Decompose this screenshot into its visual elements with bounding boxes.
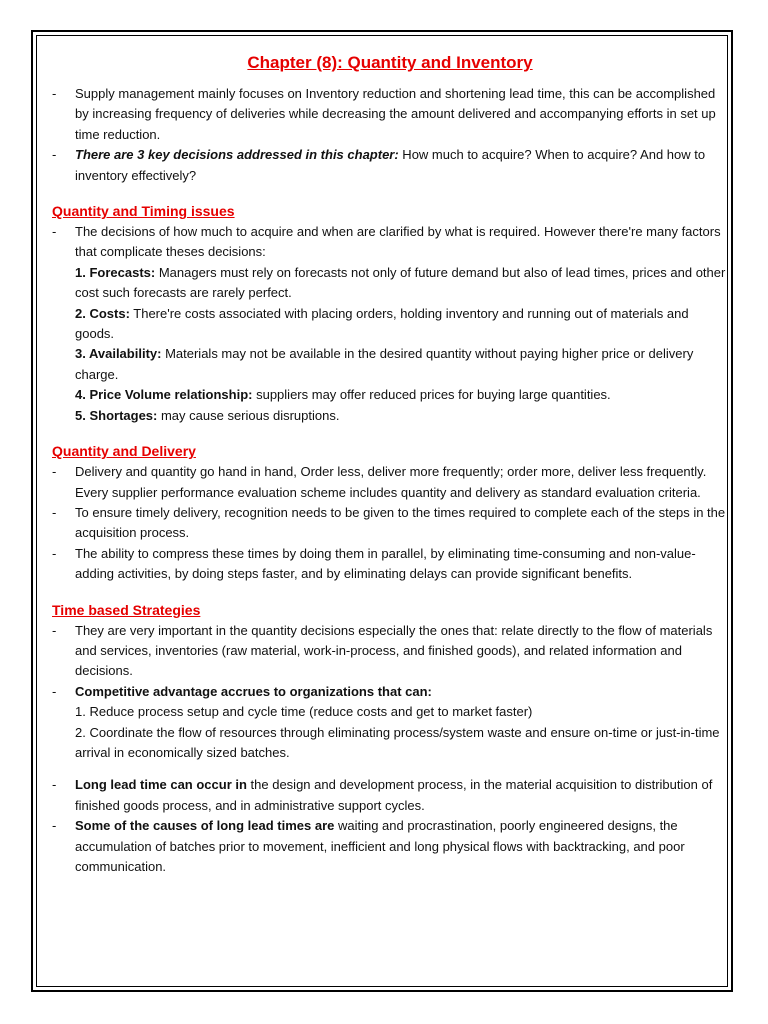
section-heading: Time based Strategies <box>52 601 201 618</box>
bullet-text: The ability to compress these times by doing them in parallel, by eliminating time-consuming and non-value-adding activities, by doing steps faster, and by eliminating delays can provide significant benefits. <box>75 545 696 582</box>
bullet-dash: - <box>52 86 57 101</box>
bullet-dash: - <box>52 147 57 163</box>
bullet-text: Supply management mainly focuses on Inventory reduction and shortening lead time, this can be accomplished by increasing frequency of deliveries while decreasing the amount delivered and accompanying efforts in set up time reduction. <box>75 86 716 142</box>
bullet-item: - Some of the causes of long lead times are waiting and procrastination, poorly engineered designs, the accumulation of batches prior to movement, inefficient and long physical flows with backtracking, and poor communication. <box>52 816 728 877</box>
bullet-text <box>75 682 728 764</box>
bullet-item <box>52 222 728 263</box>
bullet-text: Some of the causes of long lead times are waiting and procrastination, poorly engineered designs, the accumulation of batches prior to movement, inefficient and long physical flows with backtracking, and poor communication. <box>75 818 685 874</box>
bullet-text: They are very important in the quantity decisions especially the ones that: relate directly to the flow of materials and services, inventories (raw material, work-in-process, and finished goods), and related information and decisions. <box>75 622 713 679</box>
bullet-item: - The ability to compress these times by doing them in parallel, by eliminating time-consuming and non-value-adding activities, by doing steps faster, and by eliminating delays can provide significant benefits. <box>52 544 728 585</box>
list-item: 1. Forecasts: Managers must rely on forecasts not only of future demand but also of lead times, prices and other cost such forecasts are rarely perfect. <box>75 264 726 301</box>
bullet-lead: There are 3 key decisions addressed in this chapter: <box>75 147 399 163</box>
list-item: 2. Costs: There're costs associated with placing orders, holding inventory and running out of materials and goods. <box>75 305 689 342</box>
list-item: 4. Price Volume relationship: suppliers may offer reduced prices for buying large quantities. <box>75 387 611 403</box>
bullet-text: To ensure timely delivery, recognition needs to be given to the times required to complete each of the steps in the acquisition process. <box>75 504 726 541</box>
bullet-lead: Competitive advantage accrues to organizations that can: <box>75 683 432 699</box>
bullet-lead: Long lead time can occur in <box>75 777 247 793</box>
bullet-text: Delivery and quantity go hand in hand, Order less, deliver more frequently; order more, deliver less frequently. Every supplier performance evaluation scheme includes quantity and delivery as standard evaluation criteria. <box>75 464 707 500</box>
page-title: Chapter (8): Quantity and Inventory <box>247 53 533 72</box>
document-body <box>52 50 728 877</box>
bullet-text <box>75 145 728 186</box>
bullet-text: Long lead time can occur in the design and development process, in the material acquisition to distribution of finished goods process, and in administrative support cycles. <box>75 777 713 813</box>
bullet-item: - Delivery and quantity go hand in hand, Order less, deliver more frequently; order more, deliver less frequently. Every supplier performance evaluation scheme includes quantity and delivery as standard evaluation criteria. <box>52 462 728 503</box>
bullet-dash: - <box>52 224 57 240</box>
bullet-rest: How much to acquire? When to acquire? And how to inventory effectively? <box>75 147 706 183</box>
numbered-list <box>52 263 728 426</box>
list-item: 2. Coordinate the flow of resources through eliminating process/system waste and ensure on-time or just-in-time arrival in economically sized batches. <box>75 724 720 760</box>
bullet-item: - Long lead time can occur in the design and development process, in the material acquisition to distribution of finished goods process, and in administrative support cycles. <box>52 775 728 816</box>
bullet-item <box>52 84 728 145</box>
list-item: 1. Reduce process setup and cycle time (reduce costs and get to market faster) <box>75 704 533 720</box>
section-heading: Quantity and Timing issues <box>52 203 235 220</box>
bullet-item <box>52 145 728 186</box>
bullet-lead: Some of the causes of long lead times are <box>75 818 335 834</box>
section-heading: Quantity and Delivery <box>52 443 196 460</box>
bullet-item: - They are very important in the quantity decisions especially the ones that: relate directly to the flow of materials and services, inventories (raw material, work-in-process, and finished goods), and related information and decisions. <box>52 621 728 682</box>
bullet-item: - Competitive advantage accrues to organizations that can: 1. Reduce process setup and cycle time (reduce costs and get to market faster) 2. Coordinate the flow of resources through eliminating process/system waste and ensure on-time or just-in-time arrival in economically sized batches. <box>52 682 728 764</box>
list-item: 3. Availability: Materials may not be available in the desired quantity without paying higher price or delivery charge. <box>75 346 694 382</box>
bullet-item: - To ensure timely delivery, recognition needs to be given to the times required to complete each of the steps in the acquisition process. <box>52 503 728 544</box>
list-item: 5. Shortages: may cause serious disruptions. <box>75 407 340 423</box>
bullet-text: The decisions of how much to acquire and when are clarified by what is required. However there're many factors that complicate theses decisions: <box>75 224 721 260</box>
